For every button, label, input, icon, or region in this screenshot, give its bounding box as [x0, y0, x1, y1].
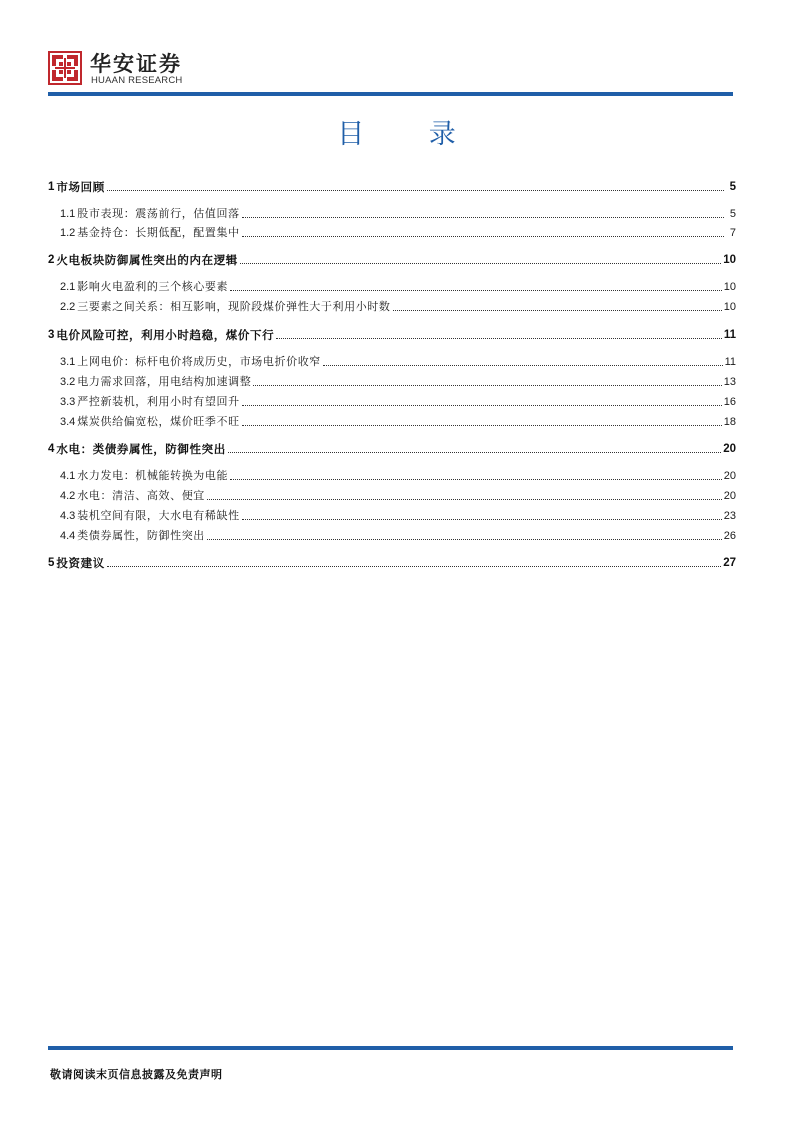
- toc-page-number: 10: [723, 281, 736, 293]
- toc-dot-leader: [207, 538, 722, 540]
- toc-entry-title: 股市表现：震荡前行，估值回落: [77, 207, 240, 220]
- toc-entry-title: 电力需求回落，用电结构加速调整: [77, 375, 252, 388]
- toc-section-entry[interactable]: [48, 350, 736, 370]
- toc-page-number: 13: [723, 376, 736, 388]
- toc-page-number: 10: [723, 254, 736, 266]
- toc-section-entry[interactable]: [48, 410, 736, 430]
- toc-page-number: 11: [724, 356, 736, 368]
- header-divider: [48, 92, 733, 96]
- toc-entry-title: 水力发电：机械能转换为电能: [77, 469, 229, 482]
- footer-divider: [48, 1046, 733, 1050]
- logo-english-name: HUAAN RESEARCH: [91, 75, 183, 86]
- toc-section-entry[interactable]: [48, 202, 736, 222]
- toc-dot-leader: [242, 216, 724, 218]
- toc-dot-leader: [276, 337, 722, 339]
- logo-chinese-name: 华安证券: [90, 51, 182, 76]
- toc-entry-title: 电价风险可控，利用小时趋稳，煤价下行: [56, 328, 275, 342]
- toc-section-entry[interactable]: [48, 370, 736, 390]
- toc-dot-leader: [228, 451, 721, 453]
- toc-section-entry[interactable]: [48, 524, 736, 544]
- toc-entry-title: 装机空间有限，大水电有稀缺性: [77, 509, 240, 522]
- toc-entry-number: 4.2: [60, 490, 76, 502]
- toc-entry-number: 4.4: [60, 530, 76, 542]
- report-header: [48, 46, 738, 96]
- toc-dot-leader: [230, 289, 722, 291]
- toc-chapter-entry[interactable]: [48, 323, 736, 343]
- toc-entry-number: 2: [48, 254, 55, 266]
- toc-section-entry[interactable]: [48, 221, 736, 241]
- toc-entry-number: 4.1: [60, 470, 76, 482]
- toc-entry-title: 水电：类债券属性，防御性突出: [56, 442, 226, 456]
- toc-entry-number: 2.2: [60, 301, 76, 313]
- toc-dot-leader: [207, 498, 722, 500]
- toc-entry-number: 3.1: [60, 356, 76, 368]
- toc-section-entry[interactable]: [48, 504, 736, 524]
- toc-entry-number: 1: [48, 181, 55, 193]
- toc-dot-leader: [107, 565, 721, 567]
- toc-page-number: 23: [723, 510, 736, 522]
- toc-section-entry[interactable]: [48, 484, 736, 504]
- toc-dot-leader: [323, 364, 723, 366]
- toc-entry-title: 基金持仓：长期低配，配置集中: [77, 226, 240, 239]
- toc-entry-title: 严控新装机，利用小时有望回升: [77, 395, 240, 408]
- toc-entry-title: 上网电价：标杆电价将成历史，市场电折价收窄: [77, 355, 321, 368]
- toc-page-number: 11: [723, 329, 736, 341]
- toc-entry-title: 市场回顾: [56, 180, 105, 194]
- toc-dot-leader: [242, 424, 722, 426]
- toc-section-entry[interactable]: [48, 275, 736, 295]
- toc-entry-title: 水电：清洁、高效、便宜: [77, 489, 205, 502]
- toc-page-number: 7: [729, 227, 736, 239]
- toc-entry-number: 1.1: [60, 208, 76, 220]
- toc-entry-number: 4.3: [60, 510, 76, 522]
- toc-dot-leader: [107, 189, 724, 191]
- toc-page-number: 20: [723, 443, 736, 455]
- toc-page-number: 10: [723, 301, 736, 313]
- toc-dot-leader: [242, 235, 724, 237]
- toc-entry-title: 火电板块防御属性突出的内在逻辑: [56, 253, 238, 267]
- page-title: 目 录: [337, 119, 484, 150]
- toc-dot-leader: [253, 384, 721, 386]
- toc-dot-leader: [230, 478, 722, 480]
- footer-disclaimer: 敬请阅读末页信息披露及免责声明: [50, 1068, 223, 1081]
- toc-chapter-entry[interactable]: [48, 551, 736, 571]
- toc-entry-title: 投资建议: [56, 556, 105, 570]
- toc-page-number: 20: [723, 490, 736, 502]
- toc-entry-number: 3.3: [60, 396, 76, 408]
- toc-chapter-entry[interactable]: [48, 175, 736, 195]
- toc-entry-title: 煤炭供给偏宽松，煤价旺季不旺: [77, 415, 240, 428]
- toc-page-number: 27: [723, 557, 736, 569]
- toc-entry-number: 5: [48, 557, 55, 569]
- toc-chapter-entry[interactable]: [48, 248, 736, 268]
- toc-page-number: 20: [723, 470, 736, 482]
- toc-dot-leader: [242, 518, 722, 520]
- toc-page-number: 5: [729, 208, 736, 220]
- toc-chapter-entry[interactable]: [48, 437, 736, 457]
- toc-entry-title: 类债券属性，防御性突出: [77, 529, 205, 542]
- toc-entry-title: 三要素之间关系：相互影响，现阶段煤价弹性大于利用小时数: [77, 300, 391, 313]
- toc-entry-number: 3.2: [60, 376, 76, 388]
- toc-entry-title: 影响火电盈利的三个核心要素: [77, 280, 229, 293]
- toc-page-number: 5: [729, 181, 736, 193]
- huaan-seal-logo-icon: [48, 51, 82, 85]
- toc-section-entry[interactable]: [48, 295, 736, 315]
- toc-dot-leader: [393, 309, 722, 311]
- toc-entry-number: 4: [48, 443, 55, 455]
- toc-dot-leader: [242, 404, 722, 406]
- toc-page-number: 18: [723, 416, 736, 428]
- toc-entry-number: 1.2: [60, 227, 76, 239]
- toc-entry-number: 3.4: [60, 416, 76, 428]
- toc-entry-number: 3: [48, 329, 55, 341]
- toc-dot-leader: [240, 262, 721, 264]
- toc-entry-number: 2.1: [60, 281, 76, 293]
- toc-page-number: 26: [723, 530, 736, 542]
- toc-section-entry[interactable]: [48, 390, 736, 410]
- toc-page-number: 16: [723, 396, 736, 408]
- toc-section-entry[interactable]: [48, 464, 736, 484]
